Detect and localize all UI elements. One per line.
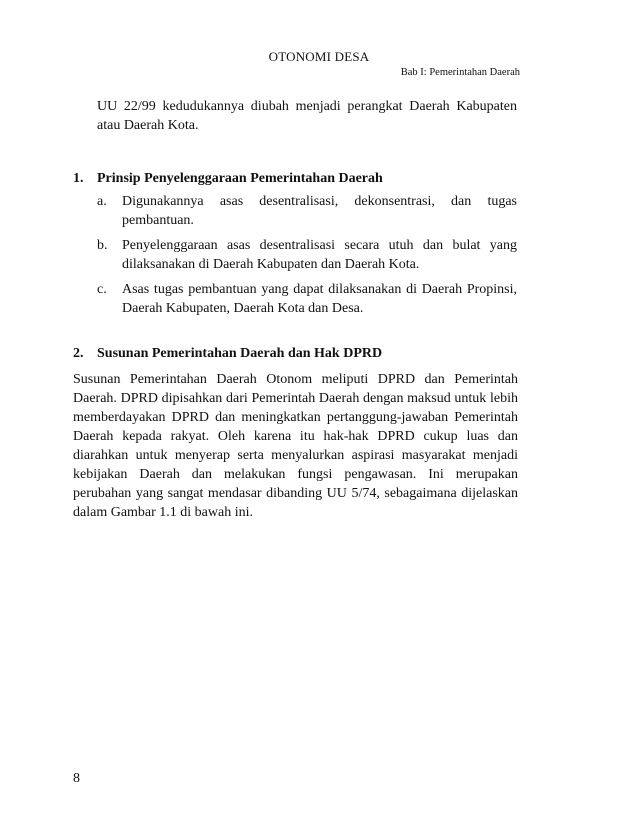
section-1-heading	[73, 169, 383, 188]
section-2-title: Susunan Pemerintahan Daerah dan Hak DPRD	[97, 346, 383, 361]
list-item-a	[97, 192, 517, 230]
list-item-label: a.	[97, 194, 107, 209]
intro-paragraph	[97, 97, 517, 135]
list-item-text: Asas tugas pembantuan yang dapat dilaksanakan di Daerah Propinsi, Daerah Kabupaten, Daerah Kota dan Desa.	[122, 282, 517, 316]
list-item-text: Penyelenggaraan asas desentralisasi secara utuh dan bulat yang dilaksanakan di Daerah Kabupaten dan Daerah Kota.	[122, 238, 517, 272]
intro-text: UU 22/99 kedudukannya diubah menjadi perangkat Daerah Kabupaten atau Daerah Kota.	[97, 99, 517, 133]
section-1-number: 1.	[73, 171, 84, 186]
section-1-list	[97, 192, 517, 324]
section-1-title: Prinsip Penyelenggaraan Pemerintahan Daerah	[97, 171, 383, 186]
list-item-label: c.	[97, 282, 107, 297]
list-item-b	[97, 236, 517, 274]
section-2-body	[73, 370, 518, 522]
section-2-text: Susunan Pemerintahan Daerah Otonom meliputi DPRD dan Pemerintah Daerah. DPRD dipisahkan dari Pemerintah Daerah dengan maksud untuk lebih memberdayakan DPRD dan meningkatkan pertanggung-jawaban Pemerintah Daerah kepada rakyat. Oleh karena itu hak-hak DPRD cukup luas dan diarahkan untuk menyerap serta menyalurkan aspirasi masyarakat menjadi kebijakan Daerah dan melakukan fungsi pengawasan. Ini merupakan perubahan yang sangat mendasar dibanding UU 5/74, sebagaimana dijelaskan dalam Gambar 1.1 di bawah ini.	[73, 372, 518, 520]
list-item-c	[97, 280, 517, 318]
section-2-heading	[73, 344, 382, 363]
list-item-label: b.	[97, 238, 108, 253]
running-header-chapter: Bab I: Pemerintahan Daerah	[400, 67, 520, 78]
section-2-number: 2.	[73, 346, 84, 361]
list-item-text: Digunakannya asas desentralisasi, dekonsentrasi, dan tugas pembantuan.	[122, 194, 517, 228]
page-number: 8	[73, 771, 80, 786]
running-header-title: OTONOMI DESA	[268, 49, 370, 64]
